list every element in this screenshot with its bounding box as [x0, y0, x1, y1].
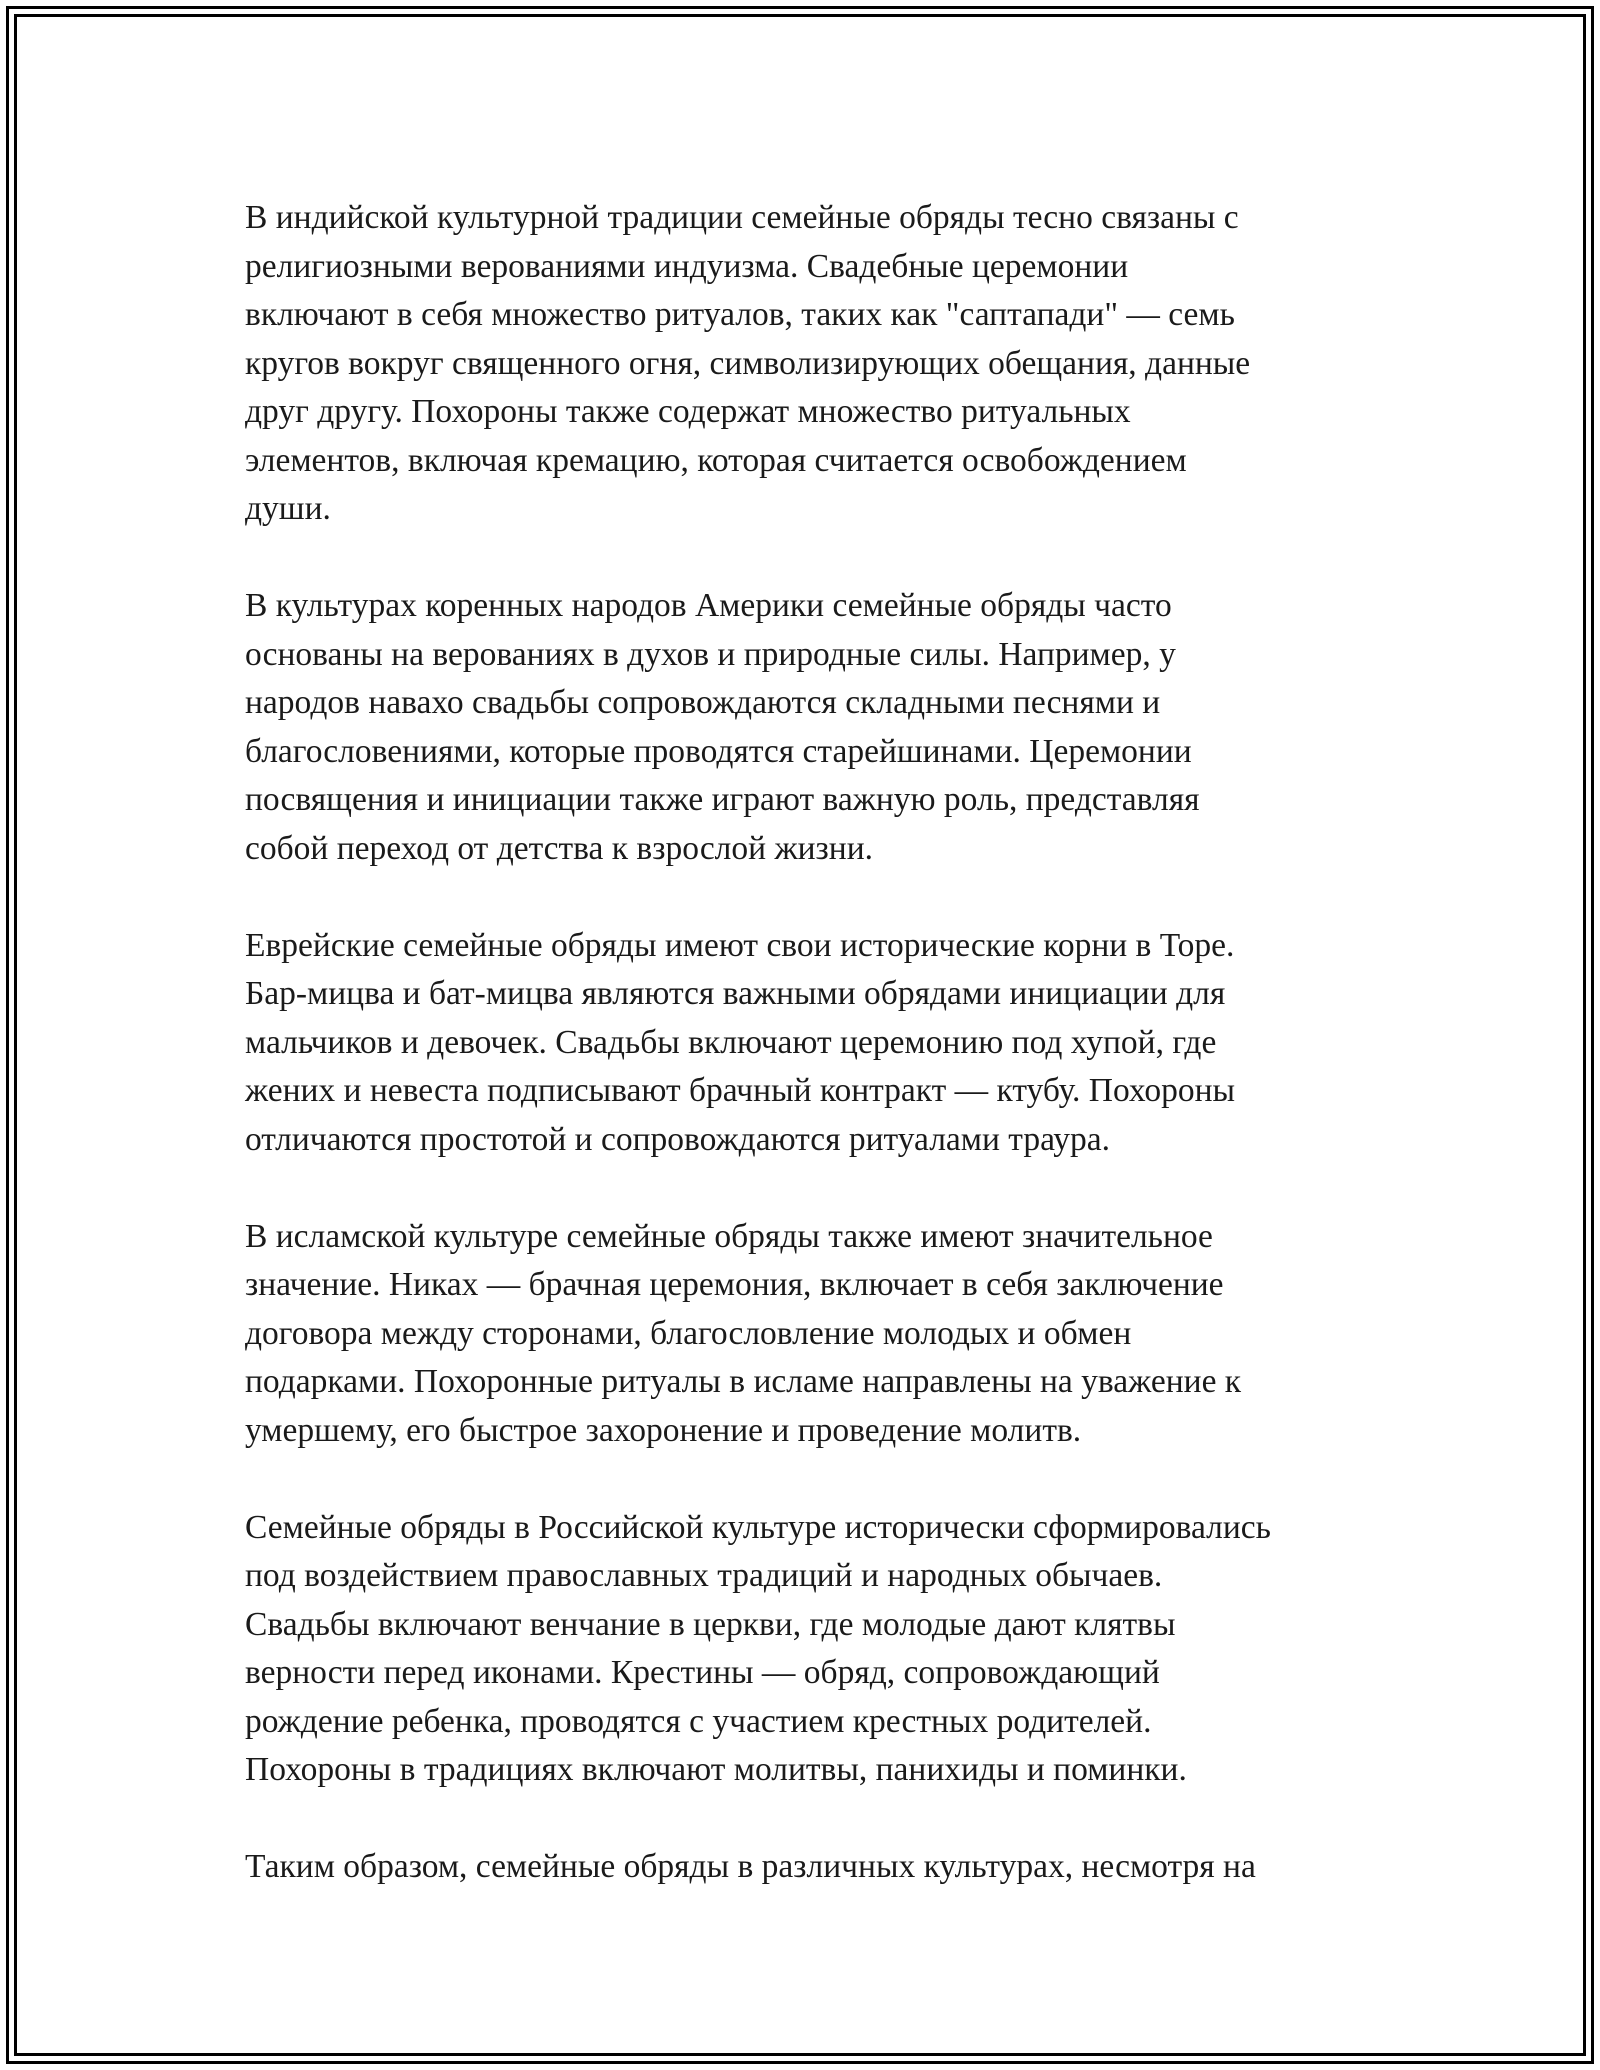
text-line: Бар-мицва и бат-мицва являются важными обрядами инициации для [245, 975, 1226, 1012]
text-line: отличаются простотой и сопровождаются ритуалами траура. [245, 1120, 1110, 1158]
text-line: подарками. Похоронные ритуалы в исламе направлены на уважение к [245, 1363, 1242, 1400]
paragraph-conclusion [245, 1843, 1395, 1892]
paragraph-russian-traditions [245, 1504, 1395, 1795]
text-line: верности перед иконами. Крестины — обряд, сопровождающий [245, 1654, 1160, 1691]
paragraph-islamic-traditions [245, 1213, 1395, 1456]
text-line: народов навахо свадьбы сопровождаются складными песнями и [245, 684, 1161, 721]
text-line: кругов вокруг священного огня, символизирующих обещания, данные [245, 344, 1251, 382]
text-line: Семейные обряды в Российской культуре исторически сформировались [245, 1508, 1271, 1546]
text-line: Таким образом, семейные обряды в различных культурах, несмотря на [245, 1848, 1256, 1885]
page-frame [6, 6, 1594, 2064]
text-line: друг другу. Похороны также содержат множество ритуальных [245, 393, 1131, 430]
text-line: души. [245, 490, 331, 527]
paragraph-native-american-traditions [245, 582, 1395, 873]
text-line: благословениями, которые проводятся старейшинами. Церемонии [245, 732, 1192, 770]
text-line: Похороны в традициях включают молитвы, панихиды и поминки. [245, 1751, 1187, 1788]
text-line: Еврейские семейные обряды имеют свои исторические корни в Торе. [245, 926, 1235, 964]
paragraph-jewish-traditions [245, 922, 1395, 1165]
text-line: включают в себя множество ритуалов, таких как "саптапади" — семь [245, 296, 1235, 333]
paragraph-indian-traditions [245, 194, 1395, 534]
text-line: договора между сторонами, благословление молодых и обмен [245, 1314, 1132, 1352]
text-line: жених и невеста подписывают брачный контракт — ктубу. Похороны [245, 1072, 1236, 1109]
text-line: рождение ребенка, проводятся с участием крестных родителей. [245, 1702, 1152, 1740]
text-line: Свадьбы включают венчание в церкви, где молодые дают клятвы [245, 1605, 1176, 1643]
text-line: под воздействием православных традиций и народных обычаев. [245, 1557, 1163, 1594]
text-line: собой переход от детства к взрослой жизни. [245, 829, 873, 867]
text-line: элементов, включая кремацию, которая считается освобождением [245, 441, 1187, 479]
text-line: религиозными верованиями индуизма. Свадебные церемонии [245, 247, 1129, 285]
text-line: основаны на верованиях в духов и природные силы. Например, у [245, 635, 1176, 673]
document-body [245, 194, 1395, 1940]
text-line: значение. Никах — брачная церемония, включает в себя заключение [245, 1266, 1224, 1303]
text-line: В культурах коренных народов Америки семейные обряды часто [245, 587, 1172, 624]
text-line: В исламской культуре семейные обряды также имеют значительное [245, 1217, 1213, 1255]
text-line: умершему, его быстрое захоронение и проведение молитв. [245, 1411, 1082, 1449]
text-line: посвящения и инициации также играют важную роль, представляя [245, 781, 1200, 818]
text-line: мальчиков и девочек. Свадьбы включают церемонию под хупой, где [245, 1023, 1217, 1061]
text-line: В индийской культурной традиции семейные обряды тесно связаны с [245, 199, 1239, 236]
